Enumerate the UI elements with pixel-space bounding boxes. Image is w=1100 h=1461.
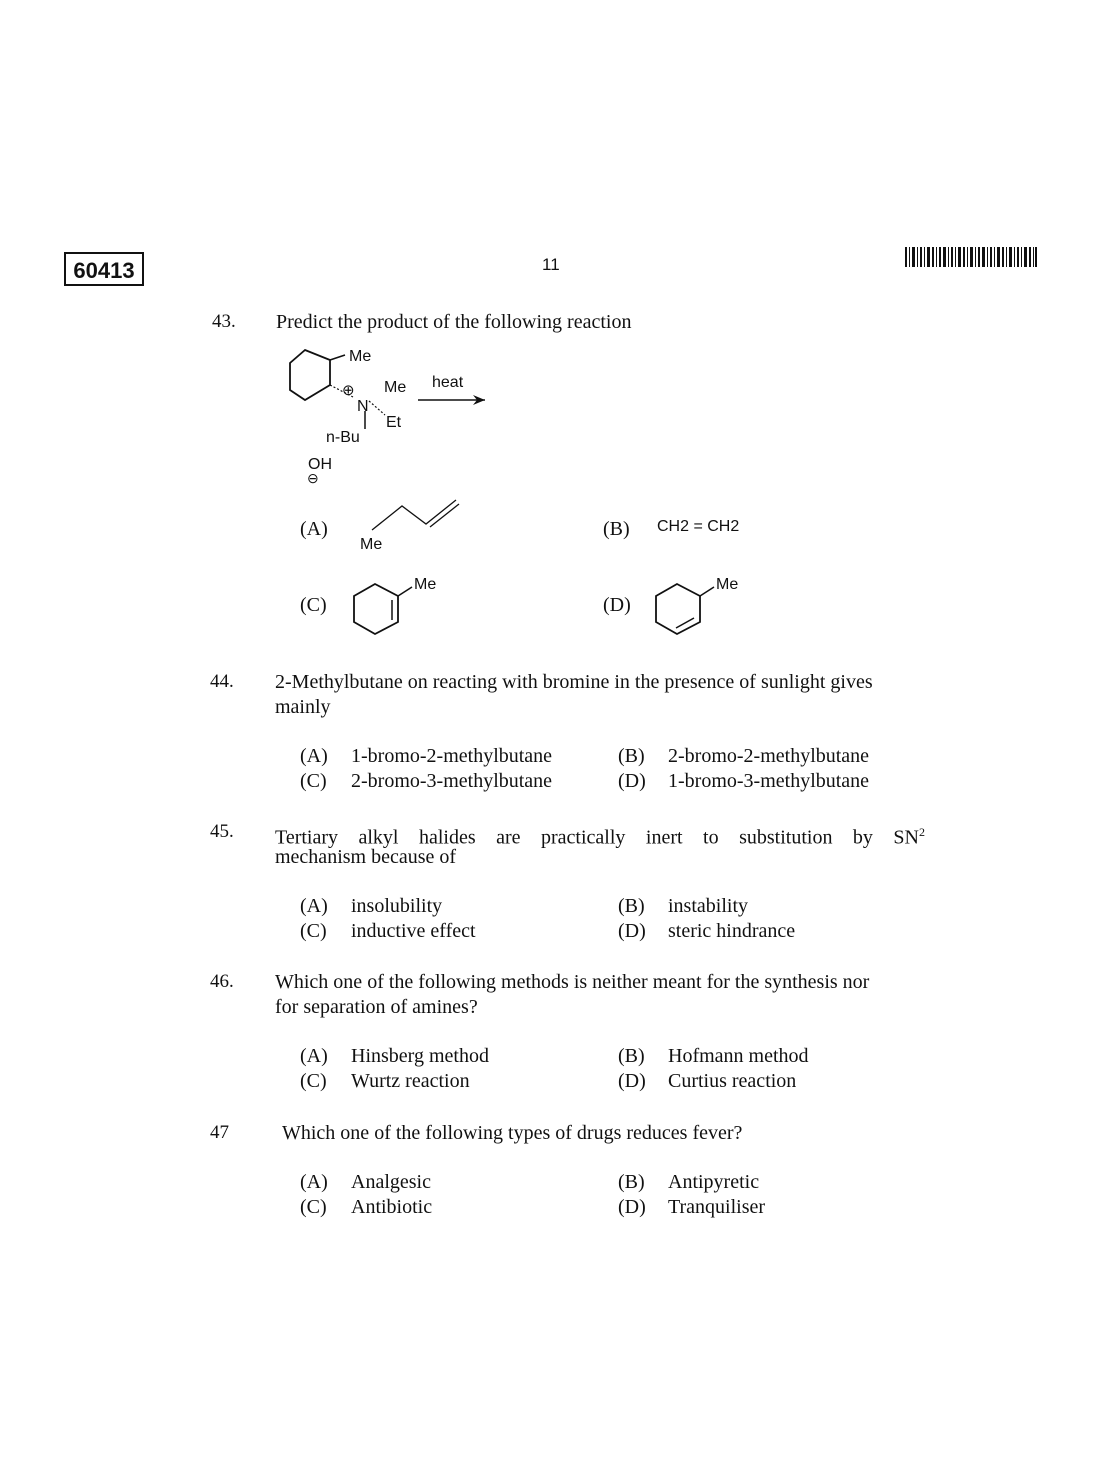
q44-option-d-text: 1-bromo-3-methylbutane — [668, 770, 870, 792]
q43-option-a-structure — [368, 496, 463, 536]
q47-option-b-label: (B) — [618, 1171, 645, 1193]
me-label-n: Me — [384, 379, 407, 396]
question-46-number: 46. — [210, 971, 234, 992]
q47-option-a-label: (A) — [300, 1171, 328, 1193]
q46-option-d-label: (D) — [618, 1070, 646, 1092]
page-number: 11 — [542, 255, 560, 274]
q44-option-c-text: 2-bromo-3-methylbutane — [351, 770, 553, 792]
positive-charge: ⊕ — [342, 382, 355, 399]
heat-label: heat — [432, 374, 464, 391]
q46-option-d-text: Curtius reaction — [668, 1070, 797, 1092]
q45-option-a-label: (A) — [300, 895, 328, 917]
q43-option-c-structure — [350, 582, 410, 636]
question-43-number: 43. — [212, 311, 236, 332]
question-45-text-line2: mechanism because of — [275, 846, 457, 868]
question-45-number: 45. — [210, 821, 234, 842]
butyl-label: n-Bu — [326, 429, 360, 446]
q46-option-a-text: Hinsberg method — [351, 1045, 489, 1067]
paper-code: 60413 — [64, 252, 144, 286]
q43-option-d-label: (D) — [603, 594, 631, 616]
question-43-text: Predict the product of the following reaction — [276, 311, 632, 333]
question-44-number: 44. — [210, 671, 234, 692]
q46-option-a-label: (A) — [300, 1045, 328, 1067]
q45-option-c-text: inductive effect — [351, 920, 476, 942]
q44-option-c-label: (C) — [300, 770, 327, 792]
q43-option-d-me: Me — [716, 576, 739, 593]
q47-option-c-text: Antibiotic — [351, 1196, 433, 1218]
q45-option-c-label: (C) — [300, 920, 327, 942]
q45-option-b-text: instability — [668, 895, 748, 917]
q43-option-b-label: (B) — [603, 518, 630, 540]
q46-option-c-text: Wurtz reaction — [351, 1070, 470, 1092]
q44-option-d-label: (D) — [618, 770, 646, 792]
hydroxide-label: OH — [308, 456, 332, 473]
q45-option-a-text: insolubility — [351, 895, 443, 917]
q45-option-d-text: steric hindrance — [668, 920, 796, 942]
question-44-text-line1: 2-Methylbutane on reacting with bromine in the presence of sunlight gives — [275, 671, 873, 693]
q46-option-b-label: (B) — [618, 1045, 645, 1067]
q47-option-a-text: Analgesic — [351, 1171, 431, 1193]
question-46-text-line1: Which one of the following methods is neither meant for the synthesis nor — [275, 971, 870, 993]
q43-option-c-label: (C) — [300, 594, 327, 616]
question-47-number: 47 — [210, 1122, 229, 1143]
question-45-text-main: Tertiary alkyl halides are practically inert to substitution by SN — [275, 826, 919, 849]
q47-option-b-text: Antipyretic — [668, 1171, 760, 1193]
q47-option-d-text: Tranquiliser — [668, 1196, 766, 1218]
ethyl-label: Et — [386, 414, 402, 431]
q47-option-d-label: (D) — [618, 1196, 646, 1218]
me-label-top: Me — [349, 348, 372, 365]
q46-option-b-text: Hofmann method — [668, 1045, 809, 1067]
q44-option-b-text: 2-bromo-2-methylbutane — [668, 745, 870, 767]
cyclohexane-ring — [290, 350, 330, 400]
question-47-text: Which one of the following types of drugs reduces fever? — [282, 1122, 743, 1144]
q44-option-a-text: 1-bromo-2-methylbutane — [351, 745, 553, 767]
q46-option-c-label: (C) — [300, 1070, 327, 1092]
negative-charge: ⊖ — [307, 470, 319, 486]
q45-option-b-label: (B) — [618, 895, 645, 917]
q43-option-a-me: Me — [360, 536, 383, 553]
question-45-superscript: 2 — [919, 825, 925, 839]
q43-option-b-text: CH2 = CH2 — [657, 518, 740, 535]
barcode-icon — [905, 247, 1037, 267]
nitrogen-label: N — [357, 398, 369, 415]
q47-option-c-label: (C) — [300, 1196, 327, 1218]
q45-option-d-label: (D) — [618, 920, 646, 942]
q43-option-a-label: (A) — [300, 518, 328, 540]
q44-option-a-label: (A) — [300, 745, 328, 767]
q44-option-b-label: (B) — [618, 745, 645, 767]
q43-option-c-me: Me — [414, 576, 437, 593]
question-46-text-line2: for separation of amines? — [275, 996, 478, 1018]
question-44-text-line2: mainly — [275, 696, 331, 718]
q43-option-d-structure — [652, 582, 712, 636]
